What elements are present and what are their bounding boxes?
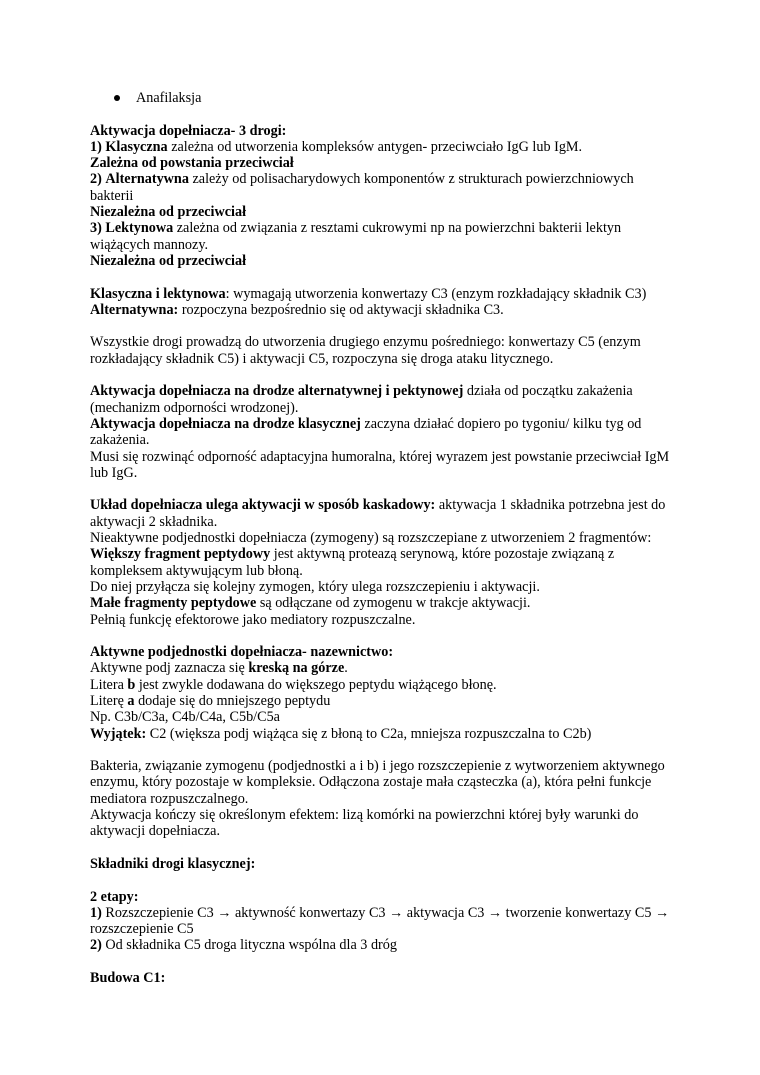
paragraph: 3) Lektynowa zależna od związania z resztami cukrowymi np na powierzchni bakterii lektyn wiążących mannozy. bbox=[90, 220, 622, 253]
paragraph: Alternatywna: rozpoczyna bezpośrednio się od aktywacji składnika C3. bbox=[90, 301, 504, 318]
paragraph: Aktywacja dopełniacza na drodze klasycznej zaczyna działać dopiero po tygoniu/ kilku tyg od zakażenia. bbox=[90, 415, 642, 449]
paragraph: Nieaktywne podjednostki dopełniacza (zymogeny) są rozszczepiane z utworzeniem 2 fragmentów: bbox=[90, 530, 652, 547]
section-heading: Aktywne podjednostki dopełniacza- nazewnictwo: bbox=[90, 644, 394, 661]
paragraph: Układ dopełniacza ulega aktywacji w sposób kaskadowy: aktywacja 1 składnika potrzebna jest do aktywacji 2 składnika. bbox=[90, 497, 666, 530]
section-heading: Budowa C1: bbox=[90, 970, 166, 987]
paragraph: Klasyczna i lektynowa: wymagają utworzenia konwertazy C3 (enzym rozkładający składnik C3) bbox=[90, 285, 647, 302]
paragraph: 2) Od składnika C5 droga lityczna wspólna dla 3 dróg bbox=[90, 937, 397, 954]
paragraph: Bakteria, związanie zymogenu (podjednostki a i b) i jego rozszczepienie z wytworzeniem aktywnego enzymu, który pozostaje w kompleksie. Odłączona zostaje mała cząsteczka (a), która pełni funkcje mediatora rozpuszczalnego. bbox=[90, 758, 665, 807]
paragraph: Zależna od powstania przeciwciał bbox=[90, 155, 294, 172]
paragraph: Małe fragmenty peptydowe są odłączane od zymogenu w trakcje aktywacji. bbox=[90, 595, 531, 612]
paragraph: Wszystkie drogi prowadzą do utworzenia drugiego enzymu pośredniego: konwertazy C5 (enzym rozkładający składnik C5) i aktywacji C5, rozpoczyna się droga ataku litycznego. bbox=[90, 334, 641, 367]
bullet-label: Anafilaksja bbox=[136, 90, 202, 106]
paragraph: 2) Alternatywna zależy od polisacharydowych komponentów z strukturach powierzchniowych bakterii bbox=[90, 171, 634, 204]
paragraph: Pełnią funkcję efektorowe jako mediatory rozpuszczalne. bbox=[90, 611, 416, 628]
paragraph: Do niej przyłącza się kolejny zymogen, który ulega rozszczepieniu i aktywacji. bbox=[90, 578, 540, 595]
document-page bbox=[90, 90, 675, 986]
paragraph: Niezależna od przeciwciał bbox=[90, 204, 247, 221]
paragraph: Literę a dodaje się do mniejszego peptydu bbox=[90, 692, 331, 709]
paragraph: Musi się rozwinąć odporność adaptacyjna humoralna, której wyrazem jest powstanie przeciwciał IgM lub IgG. bbox=[90, 448, 670, 481]
paragraph: Większy fragment peptydowy jest aktywną proteazą serynową, które pozostaje związaną z kompleksem aktywującym lub błoną. bbox=[90, 546, 615, 579]
bullet-icon bbox=[114, 95, 120, 101]
paragraph: Aktywne podj zaznacza się kreską na górze. bbox=[90, 660, 348, 677]
bullet-item bbox=[114, 90, 675, 106]
paragraph: Aktywacja dopełniacza na drodze alternatywnej i pektynowej działa od początku zakażenia (mechanizm odporności wrodzonej). bbox=[90, 383, 633, 416]
paragraph: Niezależna od przeciwciał bbox=[90, 252, 247, 269]
paragraph: 1) Rozszczepienie C3 → aktywność konwertazy C3 → aktywacja C3 → tworzenie konwertazy C5 → rozszczepienie C5 bbox=[90, 904, 670, 938]
paragraph: Wyjątek: C2 (większa podj wiążąca się z błoną to C2a, mniejsza rozpuszczalna to C2b) bbox=[90, 725, 592, 742]
subheading: 2 etapy: bbox=[90, 888, 139, 905]
paragraph: Aktywacja kończy się określonym efektem: lizą komórki na powierzchni której były warunki do aktywacji dopełniacza. bbox=[90, 807, 639, 840]
paragraph: Np. C3b/C3a, C4b/C4a, C5b/C5a bbox=[90, 709, 280, 726]
section-heading: Składniki drogi klasycznej: bbox=[90, 855, 256, 872]
paragraph: Litera b jest zwykle dodawana do większego peptydu wiążącego błonę. bbox=[90, 676, 497, 693]
section-heading: Aktywacja dopełniacza- 3 drogi: bbox=[90, 122, 287, 139]
paragraph: 1) Klasyczna zależna od utworzenia kompleksów antygen- przeciwciało IgG lub IgM. bbox=[90, 138, 583, 155]
